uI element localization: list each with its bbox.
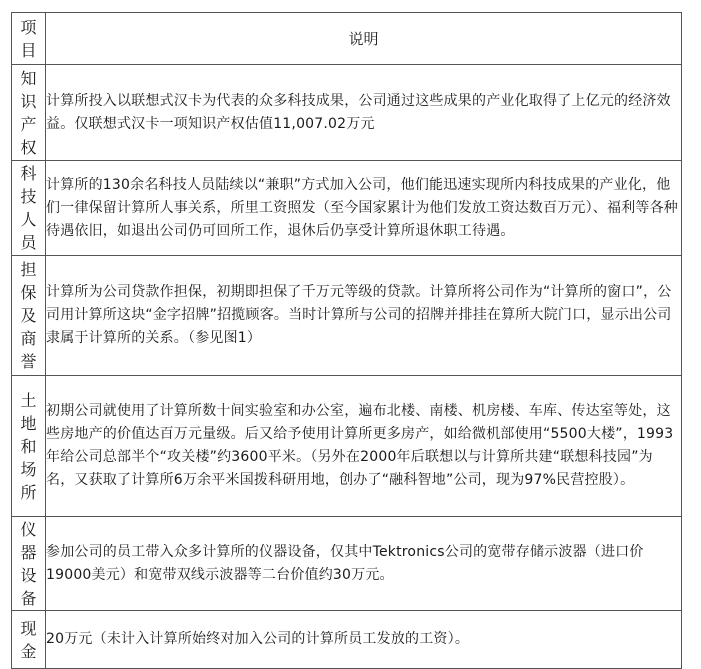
table-header-row: [12, 13, 682, 65]
row-desc-cell: 计算所为公司贷款作担保，初期即担保了千万元等级的贷款。计算所将公司作为“计算所的窗口”，公司用计算所这块“金字招牌”招揽顾客。当时计算所与公司的招牌并排挂在算所大院门口，显示出公司隶属于计算所的关系。（参见图1）: [46, 256, 682, 376]
row-item-label: 担保及商誉: [20, 260, 37, 371]
table-row: [12, 256, 682, 376]
row-item-label: 仪器设备: [20, 519, 37, 608]
row-item-cell: [12, 611, 46, 669]
row-item-label: 土地和场所: [20, 390, 37, 502]
row-item-cell: [12, 517, 46, 611]
row-desc-cell: 20万元（未计入计算所始终对加入公司的计算所员工发放的工资）。: [46, 611, 682, 669]
table-row: [12, 161, 682, 256]
table-row: [12, 517, 682, 611]
row-desc-cell: 计算所的130余名科技人员陆续以“兼职”方式加入公司，他们能迅速实现所内科技成果的产业化，他们一律保留计算所人事关系，所里工资照发（至今国家累计为他们发放工资达数百万元）、福利等各种待遇依旧，如退出公司仍可回所工作，退休后仍享受计算所退休职工待遇。: [46, 161, 682, 256]
table-row: [12, 65, 682, 161]
row-item-label: 科技人员: [20, 164, 37, 252]
row-item-cell: [12, 256, 46, 376]
row-item-cell: [12, 376, 46, 517]
header-desc-label: 说明: [348, 30, 379, 48]
table-row: [12, 611, 682, 669]
header-item-cell: [12, 13, 46, 65]
header-item-label: 项目: [20, 17, 37, 60]
row-item-cell: [12, 65, 46, 161]
table-row: [12, 376, 682, 517]
row-item-label: 现金: [20, 618, 37, 661]
row-desc-cell: 计算所投入以联想式汉卡为代表的众多科技成果，公司通过这些成果的产业化取得了上亿元的经济效益。仅联想式汉卡一项知识产权估值11,007.02万元: [46, 65, 682, 161]
header-desc-cell: [46, 13, 682, 65]
row-item-cell: [12, 161, 46, 256]
contribution-table: [11, 12, 682, 669]
row-item-label: 知识产权: [20, 68, 37, 157]
row-desc-cell: 初期公司就使用了计算所数十间实验室和办公室，遍布北楼、南楼、机房楼、车库、传达室等处，这些房地产的价值达百万元量级。后又给予使用计算所更多房产，如给微机部使用“5500大楼”，1993年给公司总部半个“攻关楼”约3600平米。（另外在2000年后联想以与计算所共建“联想科技园”为名，又获取了计算所6万余平米国拨科研用地，创办了“融科智地”公司，现为97%民营控股）。: [46, 376, 682, 517]
row-desc-cell: 参加公司的员工带入众多计算所的仪器设备，仅其中Tektronics公司的宽带存储示波器（进口价19000美元）和宽带双线示波器等二台价值约30万元。: [46, 517, 682, 611]
